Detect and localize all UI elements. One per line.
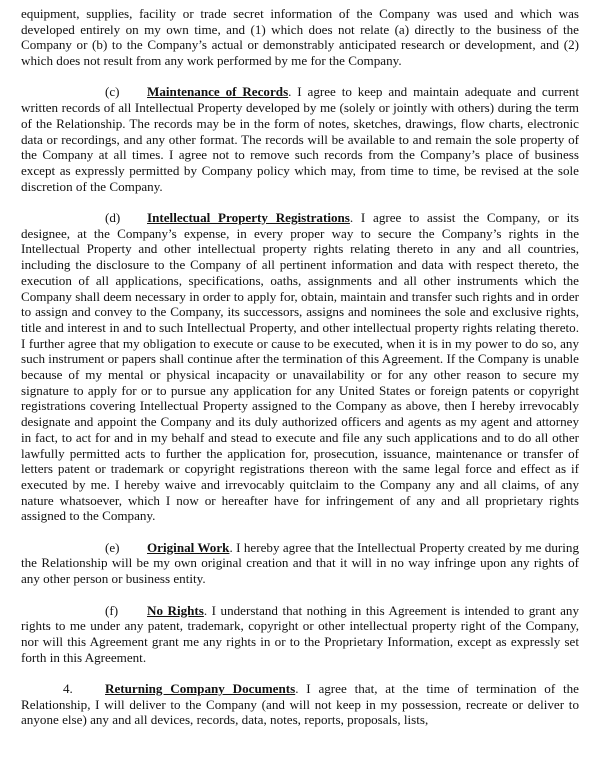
section-body: . I hereby agree that the Intellectual Property created by me during the Relationship will be my own original creation and that it will in no way infringe upon any rights of any other person or business entity. bbox=[21, 539, 579, 587]
section-heading: No Rights bbox=[147, 602, 204, 618]
section-heading: Intellectual Property Registrations bbox=[147, 210, 350, 226]
section-c-paragraph bbox=[21, 84, 579, 194]
section-body: . I understand that nothing in this Agreement is intended to grant any rights to me under any patent, trademark, copyright or other intellectual property right of the Company, nor will this Agreement grant me any rights in or to the Proprietary Information, except as expressly set forth in this Agreement. bbox=[21, 602, 580, 665]
section-e-paragraph bbox=[21, 540, 579, 587]
section-body: . I agree that, at the time of termination of the Relationship, I will deliver to the Company (and will not keep in my possession, recreate or deliver to anyone else) any and all devices, records, data, notes, reports, proposals, lists, bbox=[21, 681, 579, 728]
section-d-paragraph bbox=[21, 210, 579, 524]
section-number: (f) bbox=[105, 602, 119, 618]
section-number: (e) bbox=[105, 539, 120, 555]
section-4-paragraph bbox=[21, 681, 579, 728]
section-number: (c) bbox=[105, 84, 120, 100]
section-body: . I agree to keep and maintain adequate and current written records of all Intellectual Property developed by me (solely or jointly with others) during the term of the Relationship. The records may be in the form of notes, sketches, drawings, flow charts, electronic data or recordings, and any other format. The records will be available to and remain the sole property of the Company at all times. I agree not to remove such records from the Company’s place of business except as expressly permitted by Company policy which may, from time to time, be revised at the sole discretion of the Company. bbox=[21, 84, 579, 194]
intro-paragraph: equipment, supplies, facility or trade secret information of the Company was used and which was developed entirely on my own time, and (1) which does not relate (a) directly to the business of the Company or (b) to the Company’s actual or demonstrably anticipated research or development, and (2) which does not result from any work performed by me for the Company. bbox=[21, 6, 579, 69]
section-heading: Returning Company Documents bbox=[105, 681, 296, 697]
section-heading: Maintenance of Records bbox=[147, 84, 289, 100]
section-number: 4. bbox=[63, 681, 73, 697]
section-number: (d) bbox=[105, 210, 121, 226]
section-heading: Original Work bbox=[147, 539, 230, 555]
section-body: . I agree to assist the Company, or its designee, at the Company’s expense, in every proper way to secure the Company’s rights in the Intellectual Property and other intellectual property rights relating thereto in any and all countries, including the disclosure to the Company of all pertinent information and data with respect thereto, the execution of all applications, specifications, oaths, assignments and all other instruments which the Company shall deem necessary in order to apply for, obtain, maintain and transfer such rights and in order to assign and convey to the Company, its successors, assigns and nominees the sole and exclusive rights, title and interest in and to such Intellectual Property, and other intellectual property rights relating thereto. I further agree that my obligation to execute or cause to be executed, when it is in my power to do so, any such instrument or papers shall continue after the termination of this Agreement. If the Company is unable because of my mental or physical incapacity or unavailability or for any other reason to secure my signature to apply for or to pursue any application for any United States or foreign patents or copyright registrations covering Intellectual Property assigned to the Company as above, then I hereby irrevocably designate and appoint the Company and its duly authorized officers and agents as my agent and attorney in fact, to act for and in my behalf and stead to execute and file any such applications and to do all other lawfully permitted acts to further the application for, prosecution, issuance, maintenance or transfer of letters patent or trademark or copyright registrations thereon with the same legal force and effect as if executed by me. I hereby waive and irrevocably quitclaim to the Company any and all claims, of any nature whatsoever, which I now or hereafter have for infringement of any and all proprietary rights assigned to the Company. bbox=[21, 210, 579, 524]
section-f-paragraph bbox=[21, 603, 579, 666]
